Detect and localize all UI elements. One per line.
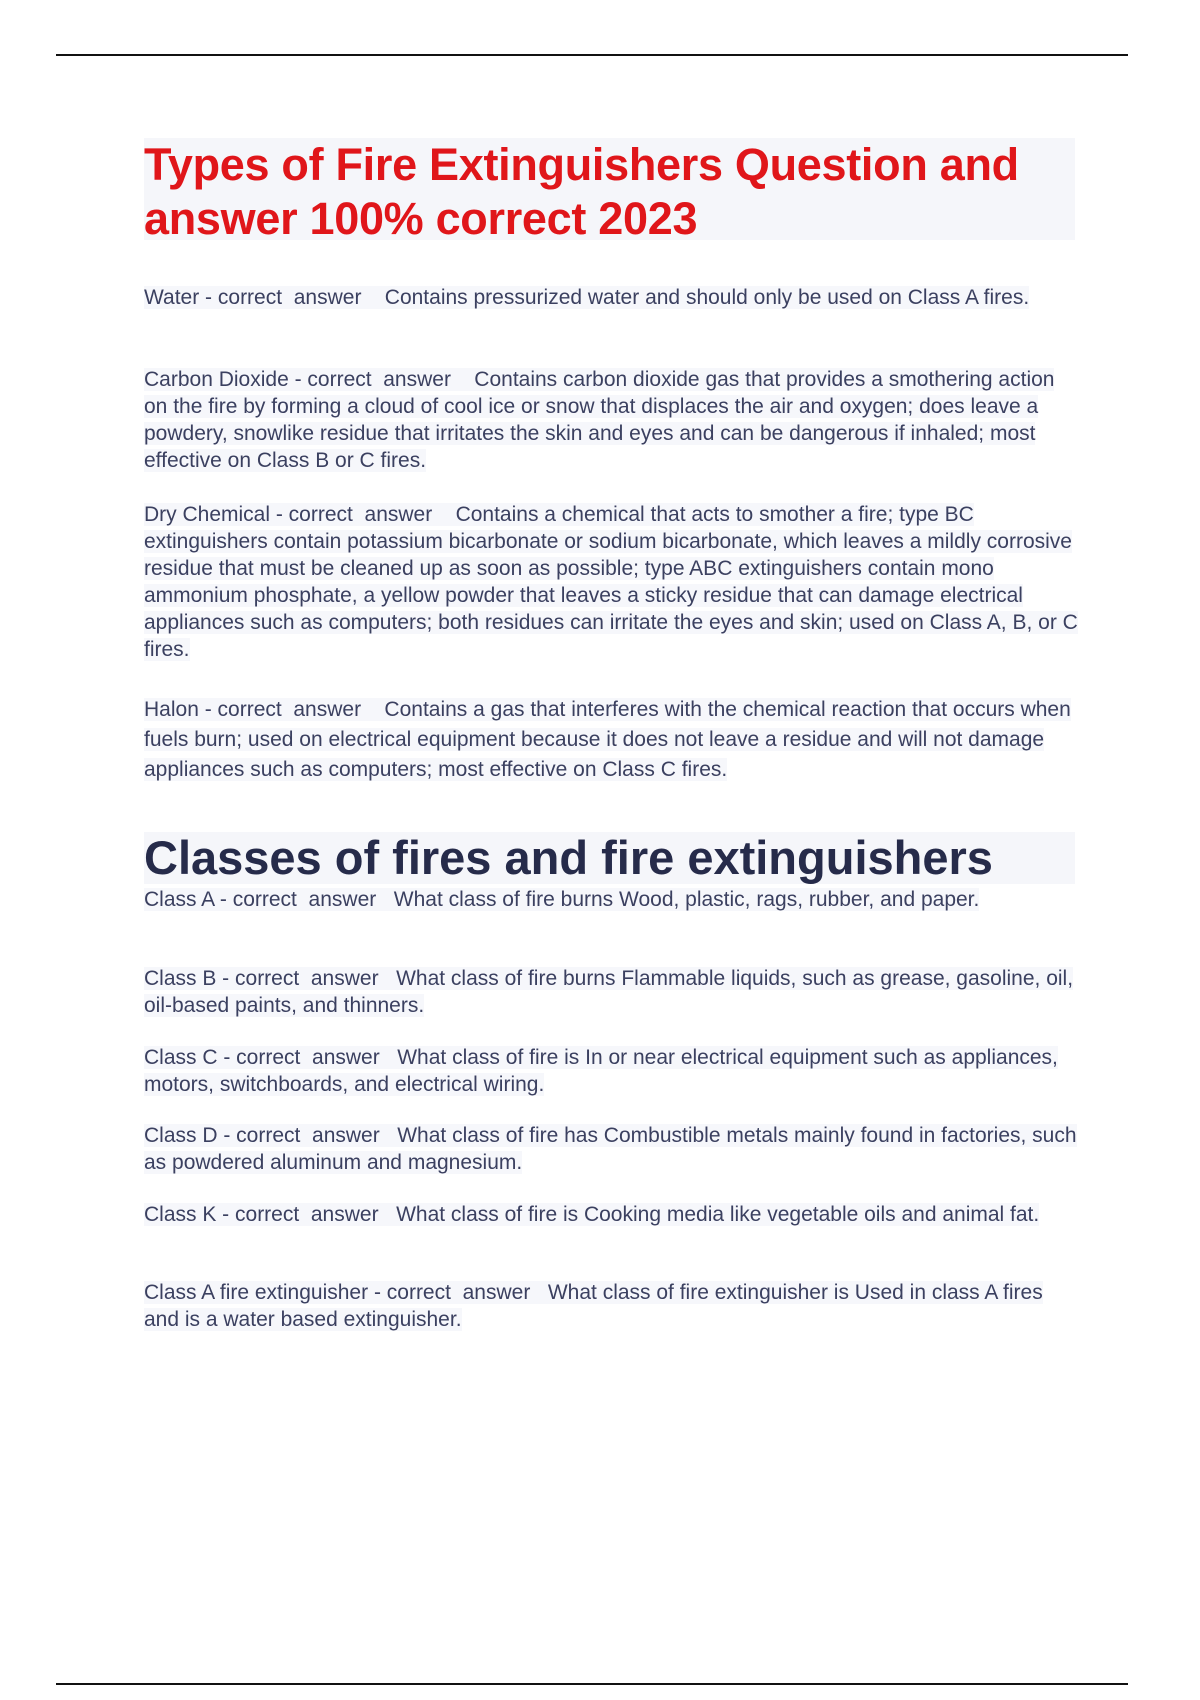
qa-term: Class A - correct answer [144, 888, 377, 911]
qa-answer: What class of fire has Combustible metals mainly found in factories, such as powdered aluminum and magnesium. [144, 1124, 1077, 1174]
section-heading: Classes of fires and fire extinguishers [144, 832, 1075, 884]
qa-answer: Contains a gas that interferes with the chemical reaction that occurs when fuels burn; used on electrical equipment because it does not leave a residue and will not damage appliances such as computers; most effective on Class C fires. [144, 698, 1071, 781]
qa-term: Halon - correct answer [144, 698, 362, 721]
qa-term: Dry Chemical - correct answer [144, 503, 433, 526]
qa-answer: What class of fire burns Wood, plastic, rags, rubber, and paper. [393, 888, 980, 911]
qa-answer: Contains carbon dioxide gas that provides a smothering action on the fire by forming a cloud of cool ice or snow that displaces the air and oxygen; does leave a powdery, snowlike residue that irritates the skin and eyes and can be dangerous if inhaled; most effective on Class B or C fires. [144, 368, 1055, 472]
qa-answer: What class of fire burns Flammable liquids, such as grease, gasoline, oil, oil-based paints, and thinners. [144, 967, 1074, 1017]
qa-item-halon [144, 695, 1079, 785]
qa-term: Carbon Dioxide - correct answer [144, 368, 451, 391]
qa-item-class-a-extinguisher [144, 1279, 1079, 1333]
qa-item-class-k [144, 1201, 1079, 1228]
qa-item-water [144, 284, 1079, 311]
qa-term: Class D - correct answer [144, 1124, 380, 1147]
footer-rule [56, 1683, 1128, 1685]
qa-answer: What class of fire is In or near electrical equipment such as appliances, motors, switchboards, and electrical wiring. [144, 1046, 1058, 1096]
qa-answer: Contains a chemical that acts to smother a fire; type BC extinguishers contain potassium bicarbonate or sodium bicarbonate, which leaves a mildly corrosive residue that must be cleaned up as soon as possible; type ABC extinguishers contain mono ammonium phosphate, a yellow powder that leaves a sticky residue that can damage electrical appliances such as computers; both residues can irritate the eyes and skin; used on Class A, B, or C fires. [144, 503, 1078, 661]
qa-term: Class C - correct answer [144, 1046, 380, 1069]
qa-answer: What class of fire is Cooking media like vegetable oils and animal fat. [396, 1203, 1040, 1226]
qa-answer: Contains pressurized water and should only be used on Class A fires. [384, 286, 1030, 309]
qa-item-carbon-dioxide [144, 366, 1079, 474]
qa-term: Class K - correct answer [144, 1203, 379, 1226]
qa-item-dry-chemical [144, 501, 1079, 663]
qa-item-class-a [144, 886, 1079, 913]
document-title: Types of Fire Extinguishers Question and answer 100% correct 2023 [144, 138, 1075, 240]
qa-item-class-b [144, 965, 1079, 1019]
header-rule [56, 54, 1128, 56]
qa-item-class-d [144, 1122, 1079, 1176]
qa-term: Class B - correct answer [144, 967, 379, 990]
qa-answer: What class of fire extinguisher is Used in class A fires and is a water based extinguisher. [144, 1281, 1043, 1331]
qa-item-class-c [144, 1044, 1079, 1098]
qa-term: Water - correct answer [144, 286, 362, 309]
qa-term: Class A fire extinguisher - correct answer [144, 1281, 531, 1304]
